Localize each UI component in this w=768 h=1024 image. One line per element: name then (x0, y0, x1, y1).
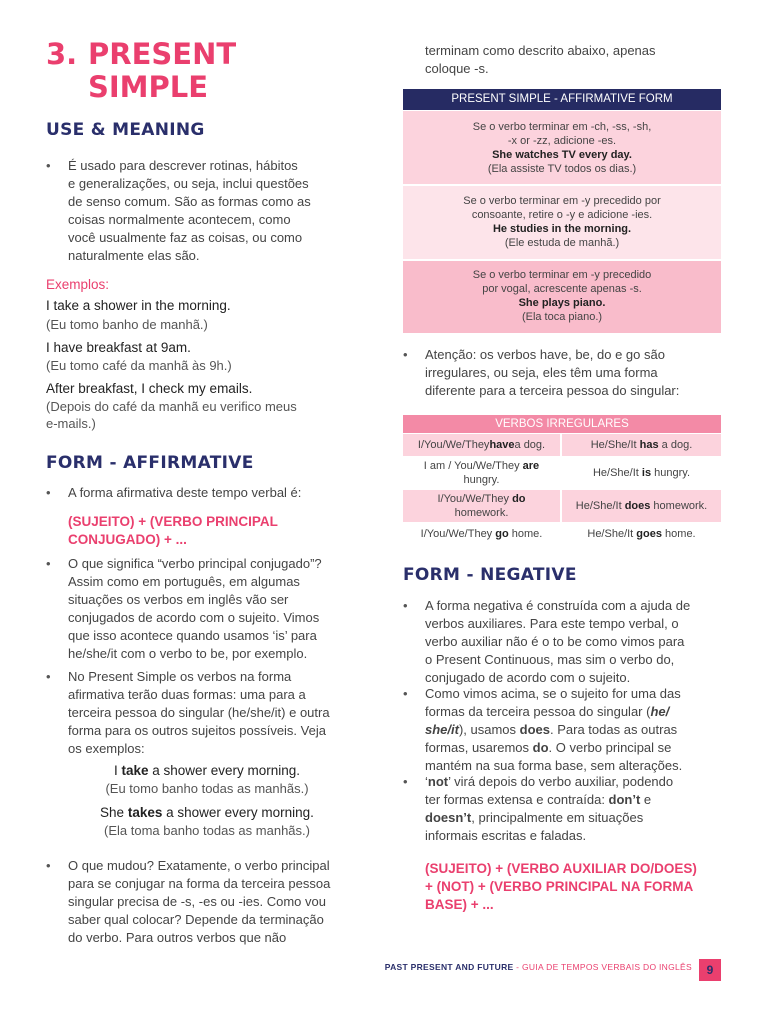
affirmative-bullet-line: No Present Simple os verbos na forma (68, 669, 292, 684)
rule-example-text: She plays piano. (518, 297, 606, 309)
pronoun-run: she/it (425, 722, 459, 737)
rule-example-text: She watches TV every day. (492, 149, 632, 161)
affirmative-bullet-line: afirmativa terão duas formas: uma para a (68, 687, 306, 702)
cell-rest: homework. (454, 507, 509, 519)
attention-line: Atenção: os verbos have, be, do e go são (425, 347, 665, 362)
example-english: I take a shower in the morning. (46, 298, 231, 313)
formula-line: (SUJEITO) + (VERBO PRINCIPAL (68, 514, 278, 529)
formula-line: CONJUGADO) + ... (68, 532, 187, 547)
cell-verb: goes (636, 528, 662, 540)
affirmative-bullet-line: terceira pessoa do singular (he/she/it) e outra (68, 705, 330, 720)
negative-line: A forma negativa é construída com a ajuda de (425, 598, 691, 613)
negative-line (425, 791, 733, 809)
cell-verb: is (641, 467, 652, 479)
text-run: ), usamos (458, 722, 520, 737)
cell-rest: homework. (650, 500, 708, 512)
cell-subject: He/She/It (575, 500, 625, 512)
affirmative-table-row (403, 111, 721, 184)
negative-line: conjugado de acordo com o sujeito. (425, 670, 631, 685)
cell-subject: He/She/It (592, 467, 642, 479)
chapter-number: 3. (46, 37, 78, 71)
irregular-cell-singular (562, 523, 721, 545)
negative-bullet (403, 685, 733, 775)
use-bullet-line: naturalmente elas são. (68, 248, 200, 263)
use-bullet-line: você usualmente faz as coisas, ou como (68, 230, 303, 245)
bullet-dot: • (403, 598, 408, 613)
affirmative-bullet-line: conjugados de acordo com o sujeito. Vimos (68, 610, 320, 625)
use-bullet-line: de senso comum. São as formas como as (68, 194, 311, 209)
page-footer (385, 962, 692, 972)
rule-line: Se o verbo terminar em -y precedido por (463, 195, 661, 207)
rule-line: Se o verbo terminar em -ch, -ss, -sh, (472, 121, 652, 133)
negative-heading: FORM - NEGATIVE (403, 565, 577, 585)
cell-rest: home. (508, 528, 543, 540)
example-english: After breakfast, I check my emails. (46, 381, 253, 396)
irregular-table-title: VERBOS IRREGULARES (403, 415, 721, 433)
conjugation-example (46, 763, 368, 778)
negative-line: verbos auxiliares. Para este tempo verbal, o (425, 616, 679, 631)
cell-rest: home. (661, 528, 696, 540)
cell-verb: does (624, 500, 651, 512)
examples-label: Exemplos: (46, 277, 110, 292)
use-bullet-line: É usado para descrever rotinas, hábitos (68, 158, 298, 173)
irregular-cell-singular (562, 457, 721, 489)
example-portuguese: (Eu tomo café da manhã às 9h.) (46, 358, 232, 373)
negative-bullet (403, 597, 733, 687)
affirmative-bullet-line: Assim como em português, em algumas (68, 574, 300, 589)
cell-subject: He/She/It (590, 439, 640, 451)
negative-line (425, 809, 733, 827)
rule-line: consoante, retire o -y e adicione -ies. (471, 209, 653, 221)
text-run: ’ virá depois do verbo auxiliar, podendo (448, 774, 674, 789)
negative-line: o Present Continuous, mas sim o verbo do, (425, 652, 675, 667)
negative-line: mantém na sua forma base, sem alterações. (425, 758, 683, 773)
cell-rest: hungry. (463, 474, 500, 486)
footer-title: PAST PRESENT AND FUTURE (384, 962, 514, 972)
rule-example (403, 148, 721, 162)
affirmative-bullet-line: A forma afirmativa deste tempo verbal é: (68, 485, 302, 500)
affirmative-bullet (46, 484, 368, 502)
irregular-cell-plural (403, 490, 560, 522)
chapter-title-line1: PRESENT (88, 37, 237, 71)
bullet-dot: • (403, 686, 408, 701)
cell-subject: I/You/We/They (420, 528, 496, 540)
rule-translation: (Ela assiste TV todos os dias.) (487, 163, 637, 175)
affirmative-bullet-line: O que significa “verbo principal conjugado”? (68, 556, 322, 571)
cell-rest: hungry. (651, 467, 691, 479)
irregular-cell-plural (403, 457, 560, 489)
formula-line: (SUJEITO) + (VERBO AUXILIAR DO/DOES) (425, 861, 697, 876)
example-verb: take (121, 763, 149, 778)
example-verb: takes (127, 805, 163, 820)
contraction-run: doesn’t (425, 810, 472, 825)
pronoun-run: he/ (650, 704, 670, 719)
affirmative-bullet-line: que isso acontece quando usamos ‘is’ para (68, 628, 317, 643)
rule-example (403, 296, 721, 310)
affirmative-heading: FORM - AFFIRMATIVE (46, 453, 254, 473)
affirmative-bullet-line: singular precisa de -s, -es ou -ies. Como vou (68, 894, 326, 909)
cell-verb: have (489, 439, 515, 451)
continuation-line: coloque -s. (425, 61, 489, 76)
cell-subject: I/You/We/They (417, 439, 490, 451)
affirmative-bullet-line: os exemplos: (68, 741, 145, 756)
attention-line: diferente para a terceira pessoa do singular: (425, 383, 680, 398)
affirmative-formula (68, 513, 278, 549)
cell-verb: go (495, 528, 509, 540)
conjugation-example (46, 805, 368, 820)
negative-formula (425, 860, 697, 914)
affirmative-bullet-line: he/she/it com o verbo to be, por exemplo. (68, 646, 308, 661)
cell-rest: a dog. (514, 439, 546, 451)
formula-line: BASE) + ... (425, 897, 494, 912)
cell-verb: are (522, 460, 540, 472)
cell-subject: I/You/We/They (437, 493, 513, 505)
affirmative-bullet-line: situações os verbos em inglês vão ser (68, 592, 289, 607)
bullet-dot: • (46, 669, 51, 684)
footer-subtitle: - GUIA DE TEMPOS VERBAIS DO INGLÊS (513, 962, 692, 972)
affirmative-table-row (403, 261, 721, 333)
attention-bullet (403, 346, 733, 400)
rule-example-text: He studies in the morning. (492, 223, 632, 235)
bullet-dot: • (46, 158, 51, 173)
affirmative-bullet-line: para se conjugar na forma da terceira pessoa (68, 876, 331, 891)
use-bullet (46, 157, 368, 265)
conjugation-example-translation: (Ela toma banho todas as manhãs.) (104, 823, 310, 838)
affirmative-table-title: PRESENT SIMPLE - AFFIRMATIVE FORM (403, 89, 721, 110)
affirmative-bullet (46, 668, 376, 758)
bullet-dot: • (403, 347, 408, 362)
negative-line: verbo auxiliar não é o to be como vimos para (425, 634, 685, 649)
bullet-dot: • (403, 774, 408, 789)
negative-line (425, 703, 733, 721)
rule-line: -x or -zz, adicione -es. (507, 135, 617, 147)
not-run: not (427, 774, 449, 789)
contraction-run: don’t (608, 792, 641, 807)
irregular-cell-plural (403, 434, 560, 456)
rule-translation: (Ele estuda de manhã.) (504, 237, 620, 249)
bullet-dot: • (46, 556, 51, 571)
text-run: ter formas extensa e contraída: (425, 792, 609, 807)
text-run: formas da terceira pessoa do singular ( (425, 704, 651, 719)
rule-translation: (Ela toca piano.) (521, 311, 603, 323)
auxiliary-run: does (519, 722, 550, 737)
formula-line: + (NOT) + (VERBO PRINCIPAL NA FORMA (425, 879, 694, 894)
example-portuguese: (Depois do café da manhã eu verifico meus (46, 399, 297, 414)
irregular-cell-singular (562, 490, 721, 522)
text-run: , principalmente em situações (471, 810, 644, 825)
irregular-cell-singular (562, 434, 721, 456)
cell-verb: has (639, 439, 659, 451)
attention-line: irregulares, ou seja, eles têm uma forma (425, 365, 658, 380)
cell-rest: a dog. (658, 439, 693, 451)
page-number: 9 (699, 959, 721, 981)
use-bullet-line: e generalizações, ou seja, inclui questões (68, 176, 309, 191)
rule-line: por vogal, acrescente apenas -s. (482, 283, 642, 295)
text-run: ‘ (425, 774, 428, 789)
bullet-dot: • (46, 485, 51, 500)
use-bullet-line: coisas normalmente acontecem, como (68, 212, 291, 227)
affirmative-table-row (403, 186, 721, 259)
text-run: formas, usaremos (425, 740, 533, 755)
negative-line (425, 739, 733, 757)
cell-verb: do (512, 493, 526, 505)
example-english: I have breakfast at 9am. (46, 340, 191, 355)
affirmative-bullet-line: saber qual colocar? Depende da terminação (68, 912, 324, 927)
continuation-line: terminam como descrito abaixo, apenas (425, 43, 656, 58)
cell-subject: I am / You/We/They (423, 460, 523, 472)
use-meaning-heading: USE & MEANING (46, 120, 205, 140)
text-run: . O verbo principal se (548, 740, 672, 755)
irregular-cell-plural (403, 523, 560, 545)
chapter-title-line2: SIMPLE (88, 70, 209, 104)
text-run: e (640, 792, 652, 807)
negative-line (425, 721, 733, 739)
bullet-dot: • (46, 858, 51, 873)
cell-subject: He/She/It (587, 528, 637, 540)
affirmative-bullet-line: do verbo. Para outros verbos que não (68, 930, 287, 945)
example-portuguese: (Eu tomo banho de manhã.) (46, 317, 208, 332)
example-subject: She (100, 805, 128, 820)
example-rest: a shower every morning. (162, 805, 314, 820)
negative-line: Como vimos acima, se o sujeito for uma das (425, 686, 681, 701)
affirmative-bullet (46, 555, 376, 663)
chapter-title (46, 38, 366, 104)
negative-line: informais escritas e faladas. (425, 828, 587, 843)
example-subject: I (113, 763, 122, 778)
negative-bullet (403, 773, 733, 845)
auxiliary-run: do (532, 740, 549, 755)
affirmative-bullet (46, 857, 376, 947)
negative-line (425, 773, 733, 791)
affirmative-bullet-line: forma para os outros sujeitos possíveis. Veja (68, 723, 326, 738)
text-run: . Para todas as outras (550, 722, 678, 737)
continuation-text (425, 42, 656, 78)
example-portuguese: e-mails.) (46, 416, 96, 431)
example-rest: a shower every morning. (148, 763, 301, 778)
rule-example (403, 222, 721, 236)
affirmative-bullet-line: O que mudou? Exatamente, o verbo principal (68, 858, 330, 873)
conjugation-example-translation: (Eu tomo banho todas as manhãs.) (105, 781, 309, 796)
rule-line: Se o verbo terminar em -y precedido (472, 269, 652, 281)
